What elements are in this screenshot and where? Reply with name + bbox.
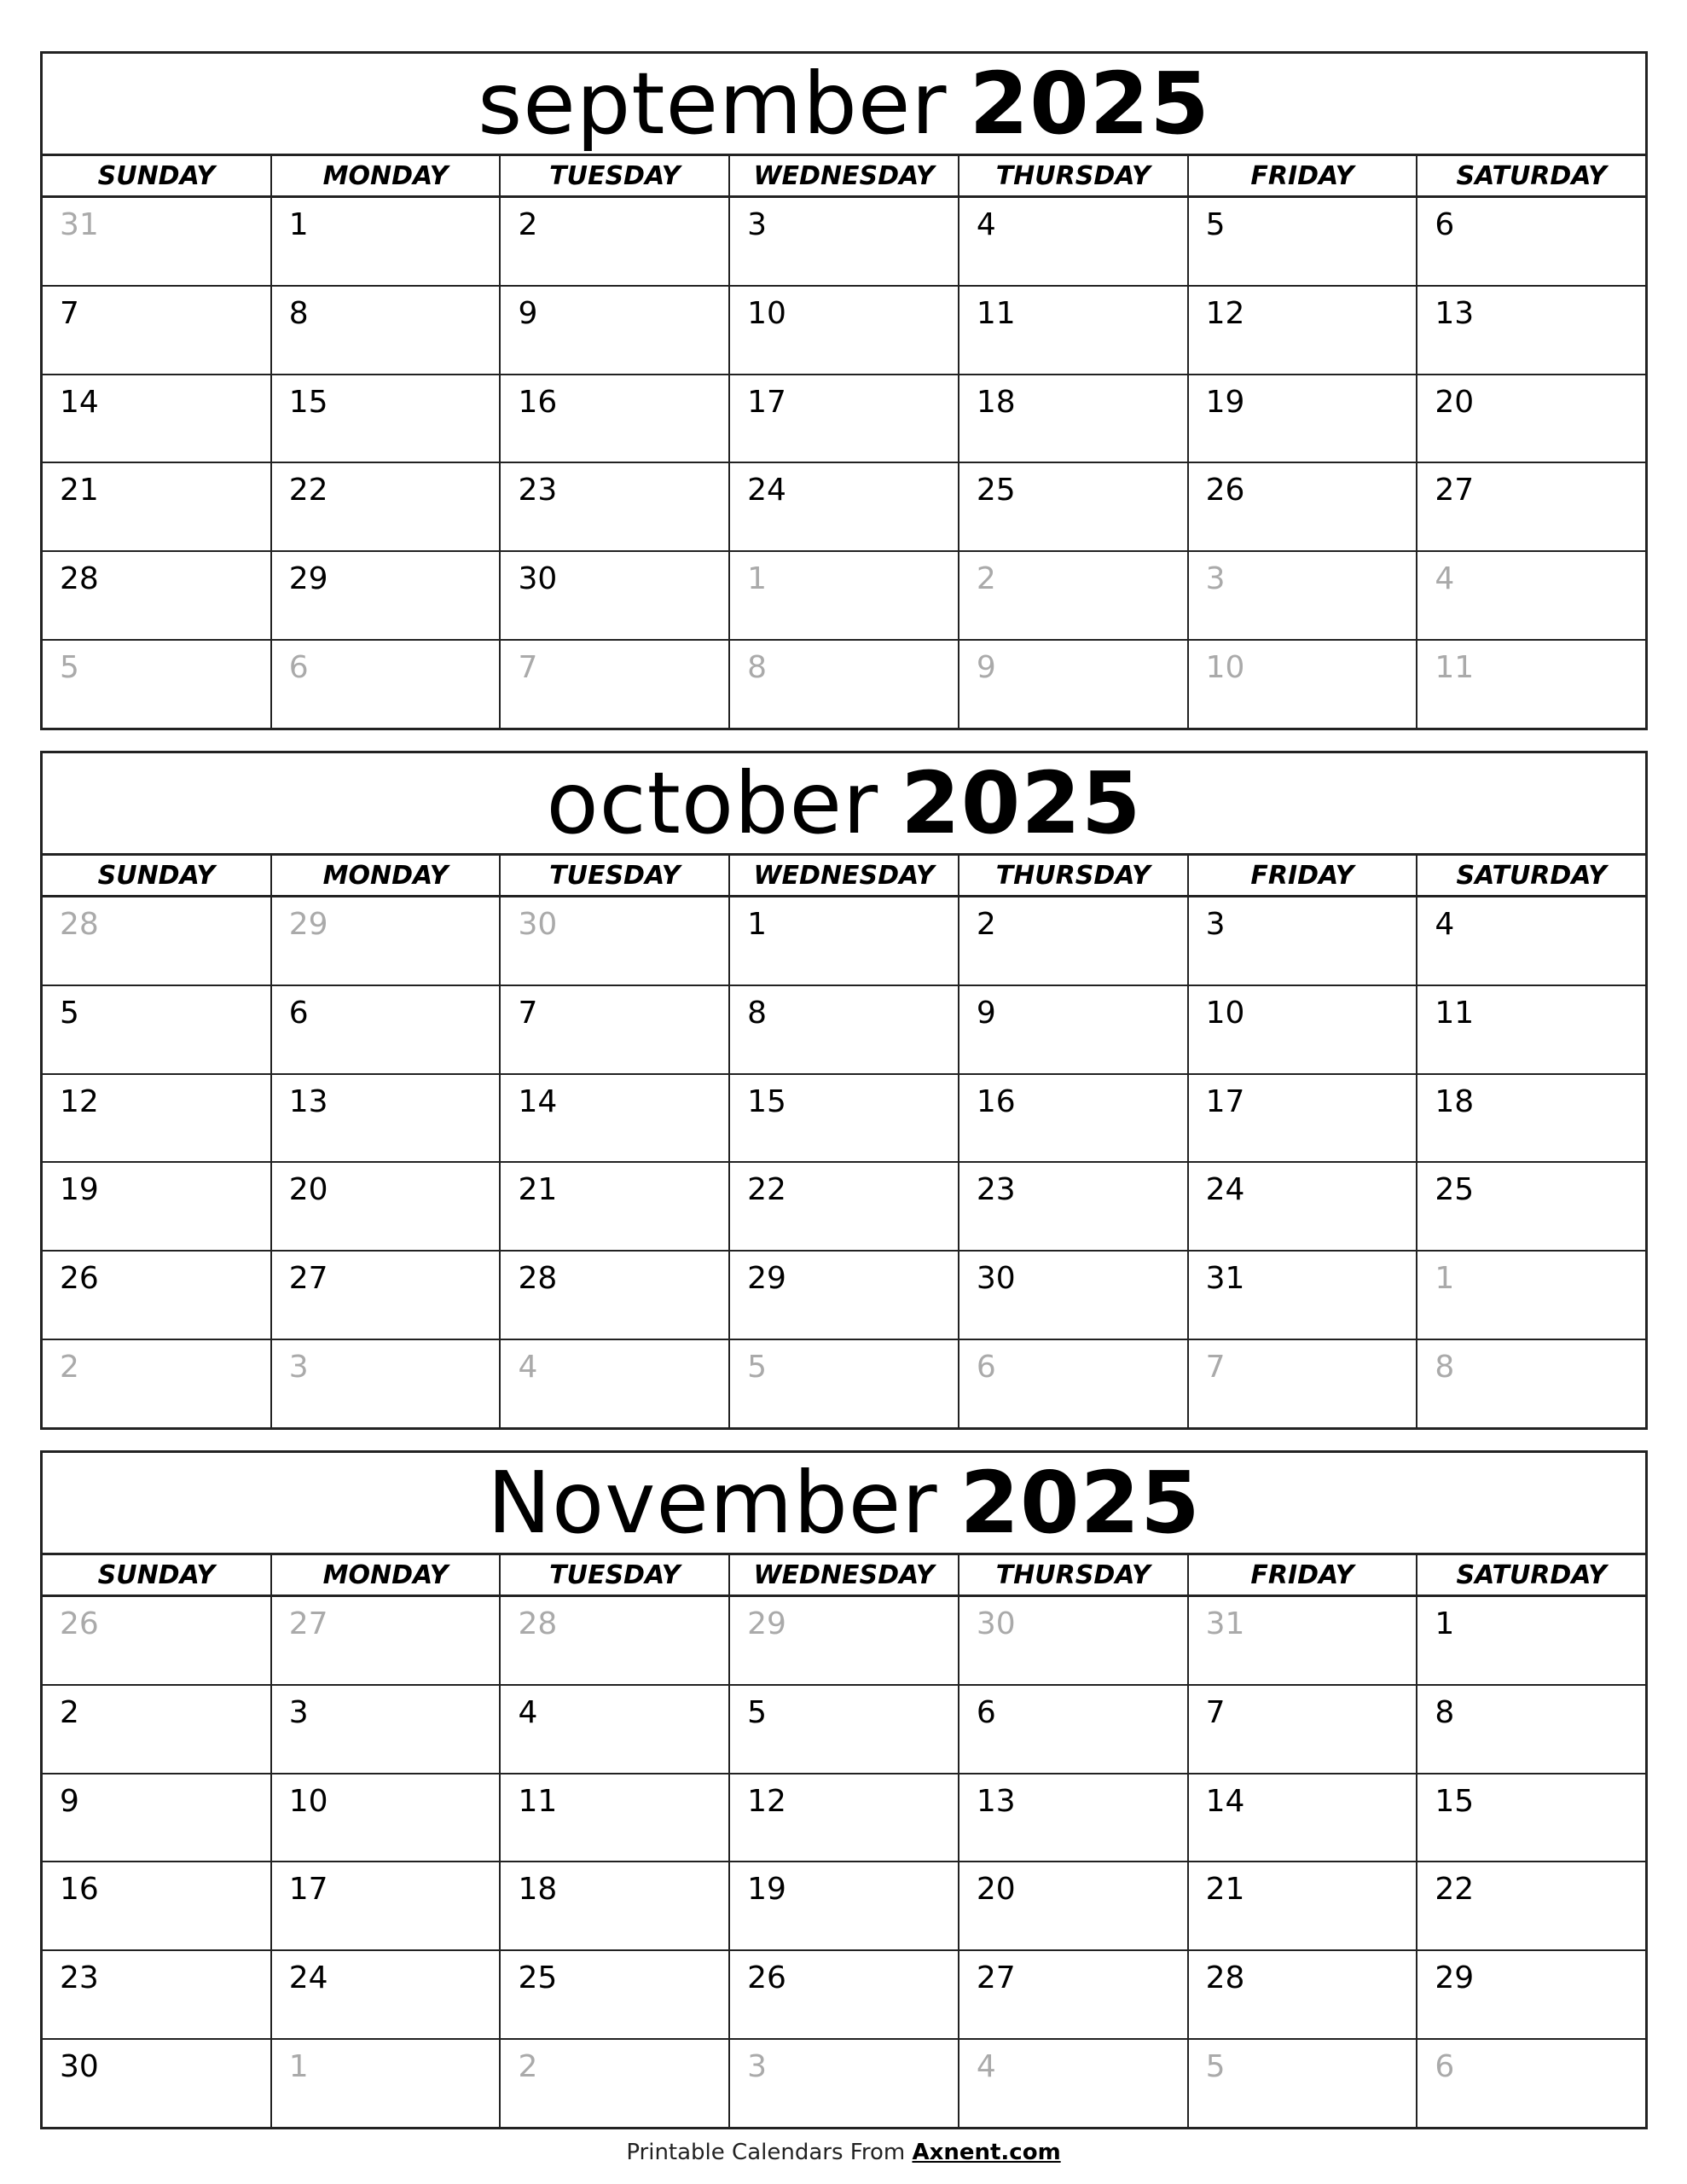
day-cell: 3 xyxy=(730,198,959,285)
day-cell: 19 xyxy=(43,1163,272,1250)
day-cell-other-month: 27 xyxy=(272,1597,501,1684)
weeks-grid xyxy=(43,897,1645,1427)
month-calendar xyxy=(40,51,1648,730)
weeks-grid xyxy=(43,1597,1645,2127)
footer xyxy=(0,2140,1687,2165)
day-cell: 16 xyxy=(43,1862,272,1949)
day-cell: 25 xyxy=(1435,1172,1475,1208)
week-row xyxy=(43,1774,1645,1863)
day-cell-other-month: 29 xyxy=(272,897,501,985)
month-name: october xyxy=(546,752,879,853)
weekday-header-row xyxy=(43,156,1645,198)
day-cell: 2 xyxy=(959,897,1189,985)
day-cell-other-month: 4 xyxy=(959,2040,1189,2127)
day-cell: 5 xyxy=(1189,198,1418,285)
day-cell: 16 xyxy=(959,1075,1189,1162)
day-cell: 7 xyxy=(501,986,730,1073)
day-cell-other-month: 2 xyxy=(501,2040,730,2127)
day-cell: 28 xyxy=(1189,1951,1418,2038)
day-cell: 10 xyxy=(1189,986,1418,1073)
weekday-header: FRIDAY xyxy=(1189,856,1418,895)
week-row xyxy=(43,1951,1645,2040)
day-cell: 17 xyxy=(272,1862,501,1949)
week-row xyxy=(43,897,1645,986)
weekday-header: SUNDAY xyxy=(43,856,272,895)
day-cell: 22 xyxy=(1435,1872,1475,1908)
day-cell: 29 xyxy=(1435,1960,1475,1996)
day-cell: 4 xyxy=(959,198,1189,285)
week-row xyxy=(43,375,1645,464)
day-cell-other-month: 28 xyxy=(501,1597,730,1684)
day-cell-other-month: 31 xyxy=(43,198,272,285)
day-cell: 20 xyxy=(1435,384,1475,420)
day-cell-other-month: 28 xyxy=(43,897,272,985)
day-cell-other-month: 3 xyxy=(730,2040,959,2127)
week-row xyxy=(43,1163,1645,1252)
day-cell: 30 xyxy=(959,1252,1189,1339)
day-cell-other-month: 7 xyxy=(501,641,730,728)
week-row xyxy=(43,986,1645,1075)
weeks-grid xyxy=(43,198,1645,728)
month-calendar xyxy=(40,751,1648,1430)
day-cell: 8 xyxy=(730,986,959,1073)
day-cell: 12 xyxy=(1189,287,1418,374)
day-cell: 9 xyxy=(501,287,730,374)
day-cell: 30 xyxy=(43,2040,272,2127)
day-cell: 24 xyxy=(272,1951,501,2038)
day-cell: 1 xyxy=(730,897,959,985)
day-cell: 9 xyxy=(43,1774,272,1862)
day-cell: 17 xyxy=(730,375,959,462)
day-cell: 15 xyxy=(730,1075,959,1162)
week-row xyxy=(43,1597,1645,1686)
day-cell: 20 xyxy=(272,1163,501,1250)
month-title xyxy=(43,753,1645,856)
weekday-header: MONDAY xyxy=(272,1555,501,1594)
week-row xyxy=(43,641,1645,728)
day-cell-other-month: 4 xyxy=(501,1340,730,1427)
day-cell: 12 xyxy=(43,1075,272,1162)
day-cell-other-month: 9 xyxy=(959,641,1189,728)
day-cell: 14 xyxy=(501,1075,730,1162)
day-cell: 15 xyxy=(272,375,501,462)
weekday-header: THURSDAY xyxy=(959,1555,1189,1594)
day-cell: 18 xyxy=(501,1862,730,1949)
month-year: 2025 xyxy=(969,53,1210,154)
day-cell-other-month: 3 xyxy=(1189,552,1418,639)
day-cell: 3 xyxy=(1189,897,1418,985)
weekday-header: SATURDAY xyxy=(1456,1560,1607,1590)
day-cell: 11 xyxy=(959,287,1189,374)
day-cell: 18 xyxy=(959,375,1189,462)
day-cell: 18 xyxy=(1435,1083,1475,1119)
day-cell: 27 xyxy=(959,1951,1189,2038)
day-cell: 23 xyxy=(501,463,730,550)
footer-text: Printable Calendars From xyxy=(626,2140,913,2165)
day-cell: 6 xyxy=(1435,207,1455,242)
day-cell: 14 xyxy=(43,375,272,462)
month-year: 2025 xyxy=(959,1452,1201,1553)
day-cell-other-month: 6 xyxy=(1435,2049,1455,2085)
weekday-header: WEDNESDAY xyxy=(730,856,959,895)
footer-link[interactable]: Axnent.com xyxy=(912,2140,1061,2165)
day-cell: 19 xyxy=(1189,375,1418,462)
day-cell: 29 xyxy=(730,1252,959,1339)
day-cell: 22 xyxy=(730,1163,959,1250)
day-cell: 4 xyxy=(1435,907,1455,942)
week-row xyxy=(43,1862,1645,1951)
weekday-header: WEDNESDAY xyxy=(730,156,959,195)
day-cell: 10 xyxy=(272,1774,501,1862)
day-cell: 13 xyxy=(272,1075,501,1162)
weekday-header: FRIDAY xyxy=(1189,1555,1418,1594)
month-title xyxy=(43,54,1645,156)
weekday-header: SATURDAY xyxy=(1456,860,1607,891)
weekday-header-row xyxy=(43,1555,1645,1597)
day-cell-other-month: 2 xyxy=(43,1340,272,1427)
day-cell: 22 xyxy=(272,463,501,550)
day-cell-other-month: 3 xyxy=(272,1340,501,1427)
day-cell: 9 xyxy=(959,986,1189,1073)
day-cell: 25 xyxy=(501,1951,730,2038)
day-cell: 23 xyxy=(43,1951,272,2038)
weekday-header: SATURDAY xyxy=(1456,160,1607,191)
weekday-header: MONDAY xyxy=(272,156,501,195)
week-row xyxy=(43,2040,1645,2127)
day-cell: 8 xyxy=(272,287,501,374)
weekday-header: MONDAY xyxy=(272,856,501,895)
day-cell: 27 xyxy=(272,1252,501,1339)
day-cell: 12 xyxy=(730,1774,959,1862)
day-cell-other-month: 5 xyxy=(43,641,272,728)
day-cell-other-month: 11 xyxy=(1435,650,1475,686)
day-cell-other-month: 6 xyxy=(959,1340,1189,1427)
day-cell: 7 xyxy=(43,287,272,374)
day-cell: 24 xyxy=(1189,1163,1418,1250)
weekday-header: THURSDAY xyxy=(959,856,1189,895)
day-cell: 8 xyxy=(1435,1694,1455,1730)
day-cell-other-month: 4 xyxy=(1435,561,1455,597)
day-cell-other-month: 29 xyxy=(730,1597,959,1684)
day-cell: 30 xyxy=(501,552,730,639)
weekday-header: TUESDAY xyxy=(501,1555,730,1594)
day-cell: 4 xyxy=(501,1686,730,1773)
day-cell-other-month: 1 xyxy=(272,2040,501,2127)
day-cell: 29 xyxy=(272,552,501,639)
day-cell: 26 xyxy=(730,1951,959,2038)
day-cell: 31 xyxy=(1189,1252,1418,1339)
week-row xyxy=(43,552,1645,641)
day-cell: 19 xyxy=(730,1862,959,1949)
day-cell-other-month: 26 xyxy=(43,1597,272,1684)
day-cell: 6 xyxy=(959,1686,1189,1773)
day-cell: 24 xyxy=(730,463,959,550)
week-row xyxy=(43,287,1645,375)
day-cell: 5 xyxy=(730,1686,959,1773)
day-cell-other-month: 6 xyxy=(272,641,501,728)
day-cell: 16 xyxy=(501,375,730,462)
day-cell: 14 xyxy=(1189,1774,1418,1862)
day-cell-other-month: 1 xyxy=(1435,1261,1455,1297)
day-cell: 20 xyxy=(959,1862,1189,1949)
day-cell: 27 xyxy=(1435,473,1475,508)
day-cell: 15 xyxy=(1435,1783,1475,1819)
weekday-header-row xyxy=(43,856,1645,897)
day-cell: 10 xyxy=(730,287,959,374)
day-cell: 3 xyxy=(272,1686,501,1773)
month-name: september xyxy=(478,53,948,154)
weekday-header: WEDNESDAY xyxy=(730,1555,959,1594)
day-cell-other-month: 10 xyxy=(1189,641,1418,728)
day-cell: 21 xyxy=(1189,1862,1418,1949)
weekday-header: TUESDAY xyxy=(501,156,730,195)
day-cell-other-month: 1 xyxy=(730,552,959,639)
day-cell: 21 xyxy=(43,463,272,550)
month-year: 2025 xyxy=(901,752,1142,853)
day-cell-other-month: 8 xyxy=(1435,1350,1455,1385)
day-cell: 7 xyxy=(1189,1686,1418,1773)
day-cell-other-month: 7 xyxy=(1189,1340,1418,1427)
weekday-header: THURSDAY xyxy=(959,156,1189,195)
day-cell: 1 xyxy=(1435,1606,1455,1641)
day-cell: 2 xyxy=(43,1686,272,1773)
day-cell-other-month: 2 xyxy=(959,552,1189,639)
day-cell: 13 xyxy=(1435,295,1475,331)
day-cell-other-month: 5 xyxy=(1189,2040,1418,2127)
day-cell: 11 xyxy=(1435,995,1475,1031)
day-cell-other-month: 31 xyxy=(1189,1597,1418,1684)
day-cell: 13 xyxy=(959,1774,1189,1862)
week-row xyxy=(43,1075,1645,1164)
weekday-header: SUNDAY xyxy=(43,156,272,195)
day-cell: 17 xyxy=(1189,1075,1418,1162)
week-row xyxy=(43,1686,1645,1774)
weekday-header: SUNDAY xyxy=(43,1555,272,1594)
day-cell-other-month: 8 xyxy=(730,641,959,728)
day-cell: 2 xyxy=(501,198,730,285)
day-cell-other-month: 5 xyxy=(730,1340,959,1427)
day-cell: 28 xyxy=(501,1252,730,1339)
day-cell-other-month: 30 xyxy=(959,1597,1189,1684)
day-cell: 26 xyxy=(1189,463,1418,550)
week-row xyxy=(43,1252,1645,1340)
day-cell-other-month: 30 xyxy=(501,897,730,985)
day-cell: 23 xyxy=(959,1163,1189,1250)
month-calendar xyxy=(40,1450,1648,2129)
day-cell: 1 xyxy=(272,198,501,285)
day-cell: 11 xyxy=(501,1774,730,1862)
day-cell: 5 xyxy=(43,986,272,1073)
day-cell: 28 xyxy=(43,552,272,639)
week-row xyxy=(43,1340,1645,1427)
day-cell: 25 xyxy=(959,463,1189,550)
weekday-header: FRIDAY xyxy=(1189,156,1418,195)
day-cell: 21 xyxy=(501,1163,730,1250)
weekday-header: TUESDAY xyxy=(501,856,730,895)
week-row xyxy=(43,463,1645,552)
day-cell: 6 xyxy=(272,986,501,1073)
month-name: November xyxy=(487,1452,938,1553)
day-cell: 26 xyxy=(43,1252,272,1339)
month-title xyxy=(43,1453,1645,1555)
week-row xyxy=(43,198,1645,287)
